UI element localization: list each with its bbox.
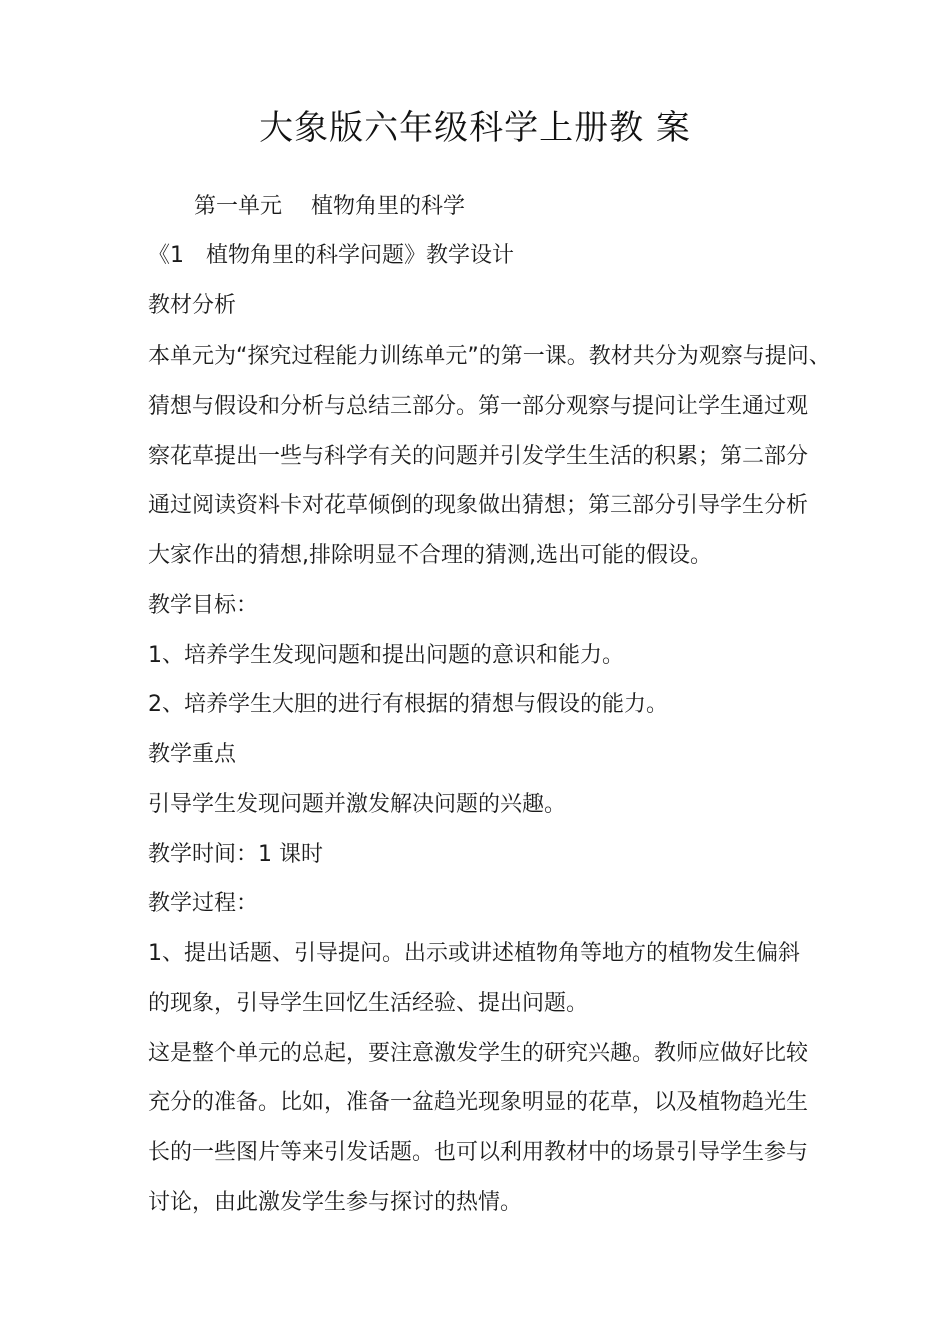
material-paragraph-line: 察花草提出一些与科学有关的问题并引发学生生活的积累；第二部分 (148, 444, 809, 469)
process-paragraph-line: 的现象，引导学生回忆生活经验、提出问题。 (148, 991, 589, 1016)
section-heading-process: 教学过程： (148, 891, 259, 916)
goal-item: 1、培养学生发现问题和提出问题的意识和能力。 (148, 643, 624, 668)
material-paragraph-line: 猜想与假设和分析与总结三部分。第一部分观察与提问让学生通过观 (148, 394, 809, 419)
section-heading-material: 教材分析 (148, 293, 237, 318)
process-paragraph-line: 长的一些图片等来引发话题。也可以利用教材中的场景引导学生参与 (148, 1140, 809, 1165)
focus-text: 引导学生发现问题并激发解决问题的兴趣。 (148, 792, 567, 817)
unit-heading: 第一单元 植物角里的科学 (194, 194, 465, 219)
lesson-title: 《1 植物角里的科学问题》教学设计 (148, 243, 514, 268)
goal-item: 2、培养学生大胆的进行有根据的猜想与假设的能力。 (148, 692, 668, 717)
section-heading-goals: 教学目标： (148, 593, 259, 618)
material-paragraph-line: 通过阅读资料卡对花草倾倒的现象做出猜想；第三部分引导学生分析 (148, 493, 809, 518)
teaching-time: 教学时间：1 课时 (148, 842, 323, 867)
process-paragraph-line: 1、提出话题、引导提问。出示或讲述植物角等地方的植物发生偏斜 (148, 941, 800, 966)
process-paragraph-line: 讨论，由此激发学生参与探讨的热情。 (148, 1190, 523, 1215)
material-paragraph-line: 大家作出的猜想,排除明显不合理的猜测,选出可能的假设。 (148, 543, 712, 568)
material-paragraph-line: 本单元为“探究过程能力训练单元”的第一课。教材共分为观察与提问、 (148, 344, 831, 369)
process-paragraph-line: 这是整个单元的总起，要注意激发学生的研究兴趣。教师应做好比较 (148, 1041, 809, 1066)
section-heading-focus: 教学重点 (148, 742, 237, 767)
process-paragraph-line: 充分的准备。比如，准备一盆趋光现象明显的花草，以及植物趋光生 (148, 1090, 809, 1115)
document-title: 大象版六年级科学上册教 案 (259, 108, 691, 148)
